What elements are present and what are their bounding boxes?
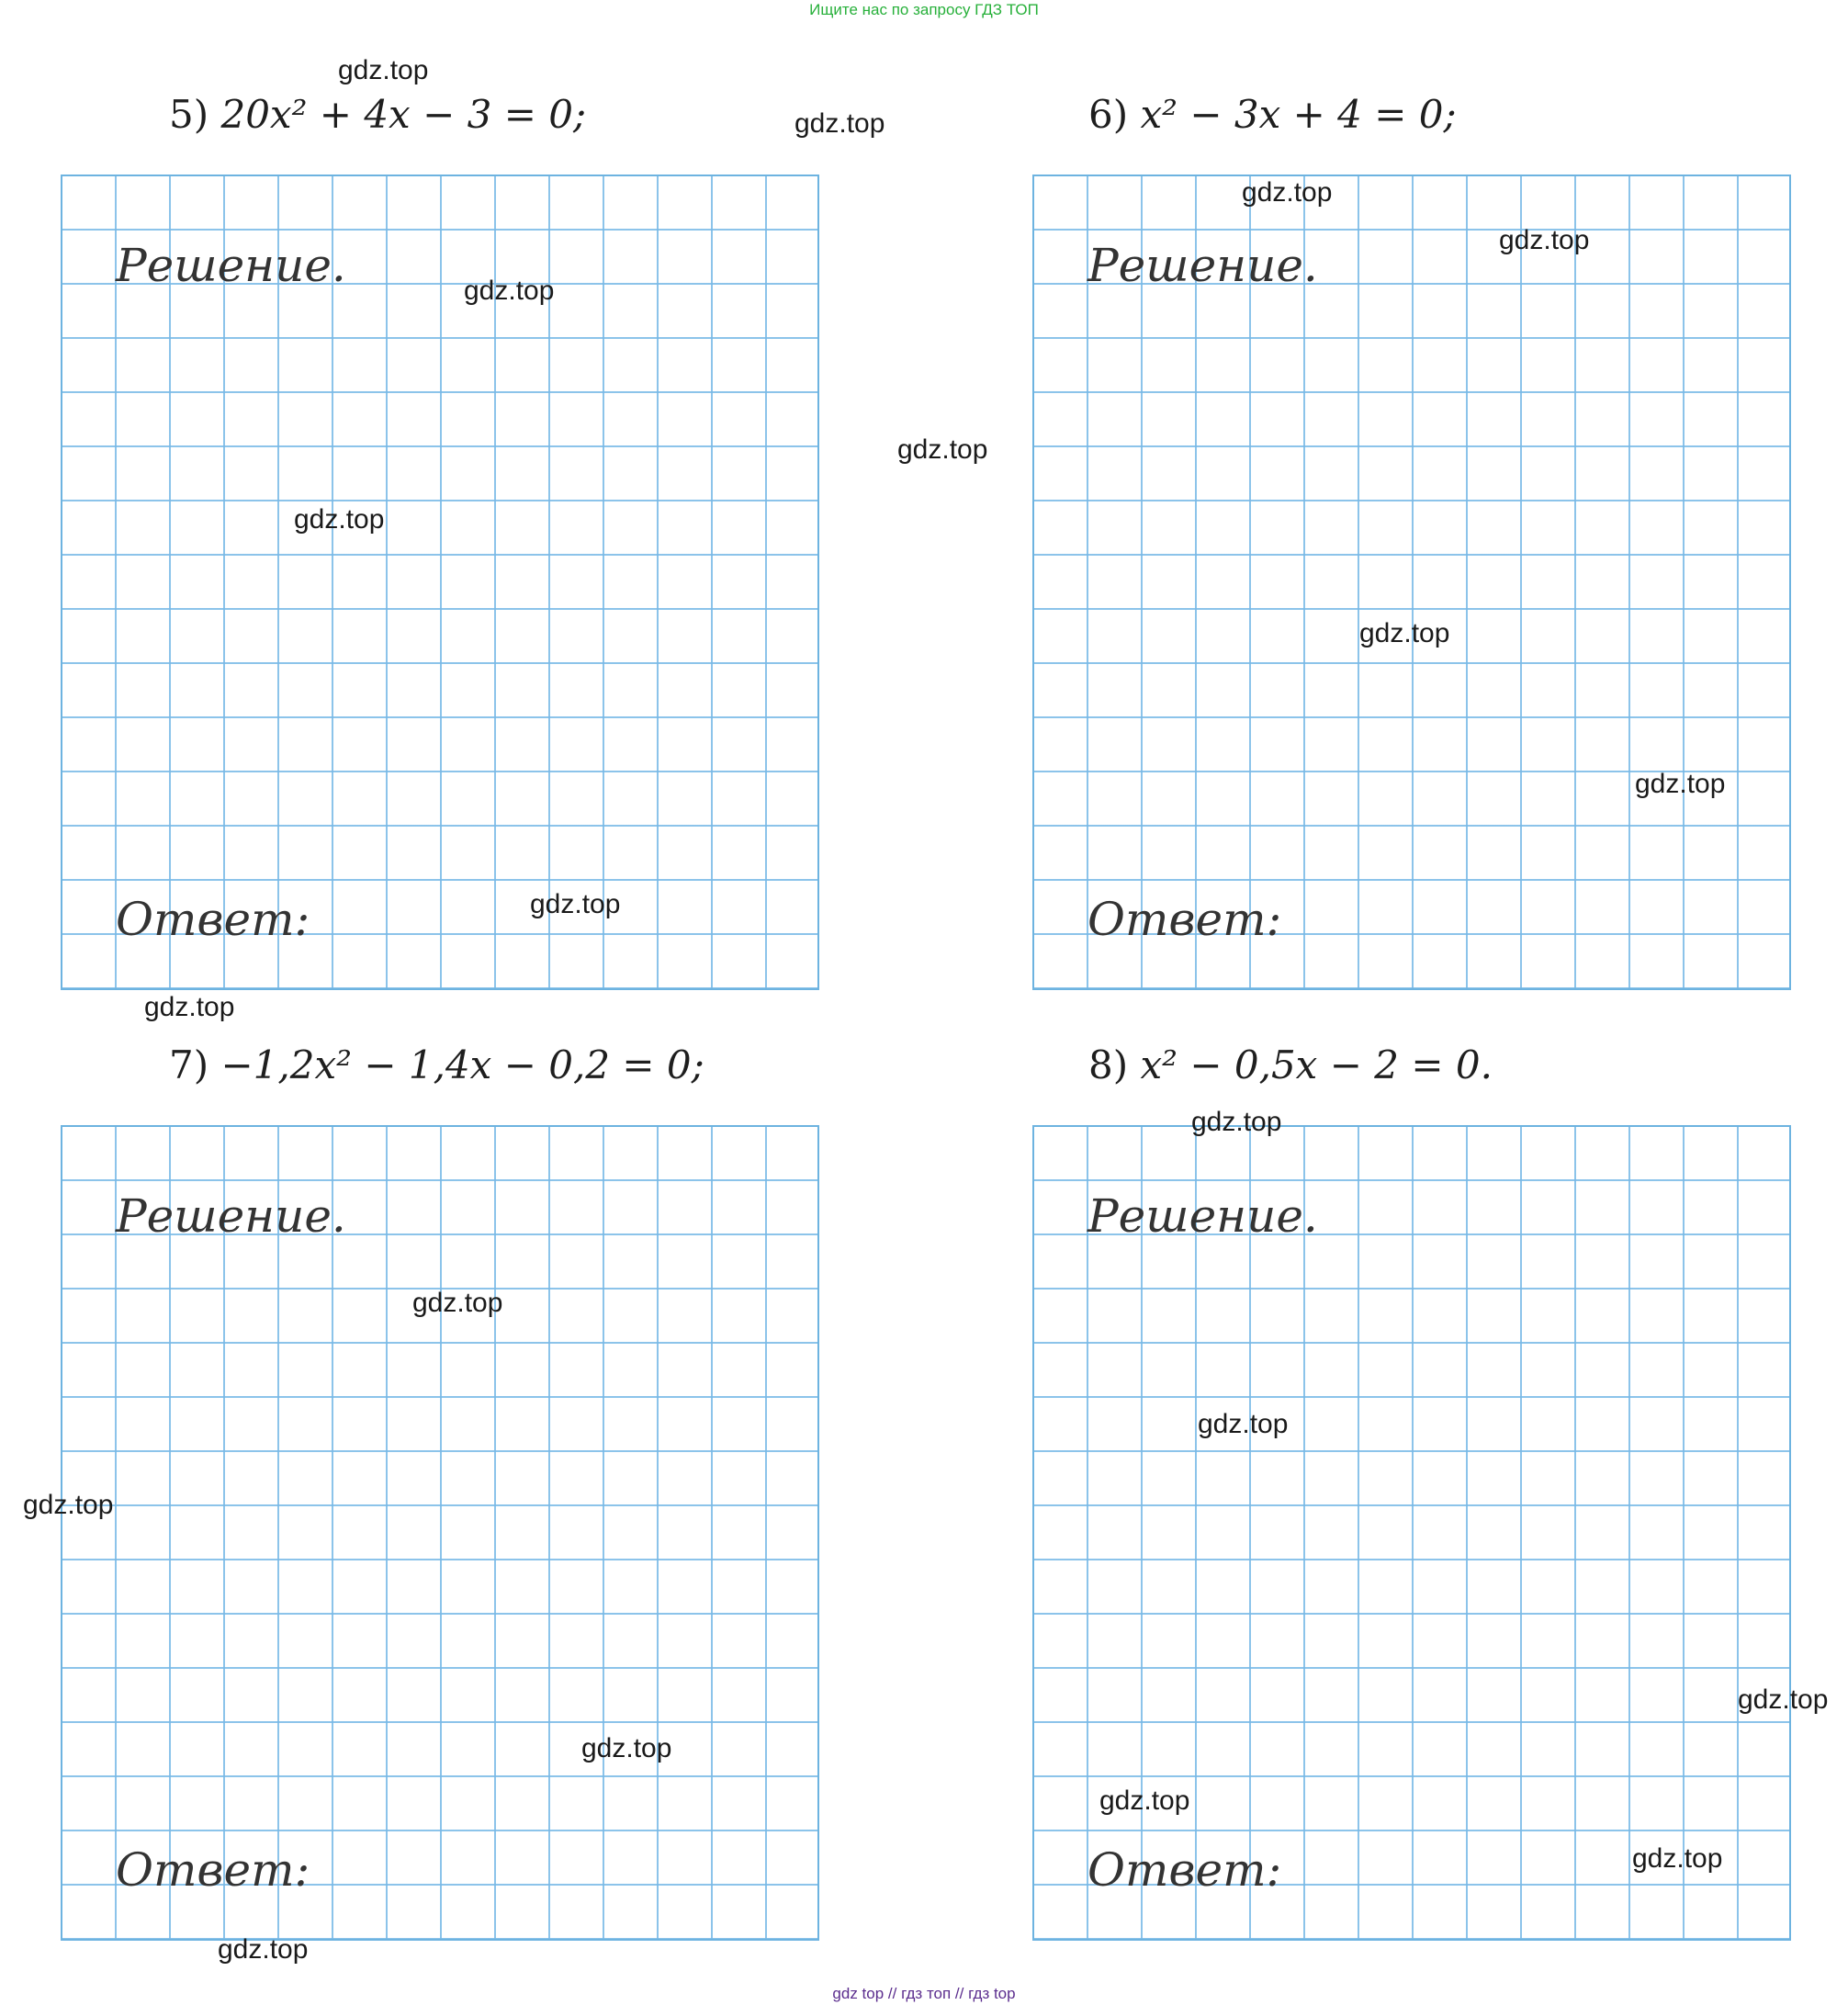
problem-equation: −1,2x² − 1,4x − 0,2 = 0; <box>220 1042 704 1087</box>
watermark: gdz.top <box>530 889 621 919</box>
solution-label: Решение. <box>1087 239 1318 292</box>
problem-equation: 20x² + 4x − 3 = 0; <box>220 92 587 137</box>
answer-grid-8[interactable] <box>1032 1125 1791 1941</box>
answer-grid-7[interactable] <box>61 1125 819 1941</box>
watermark: gdz.top <box>1738 1684 1829 1715</box>
answer-grid-6[interactable] <box>1032 175 1791 990</box>
watermark: gdz.top <box>144 992 235 1022</box>
problem-number: 6) <box>1088 92 1129 137</box>
watermark: gdz.top <box>1499 225 1590 255</box>
answer-label: Ответ: <box>116 893 310 946</box>
answer-label: Ответ: <box>1087 893 1282 946</box>
watermark: gdz.top <box>1191 1107 1282 1137</box>
problem-number: 7) <box>169 1042 209 1087</box>
watermark: gdz.top <box>897 434 988 465</box>
watermark: gdz.top <box>412 1288 503 1318</box>
answer-label: Ответ: <box>1087 1843 1282 1897</box>
watermark: gdz.top <box>294 504 385 535</box>
watermark: gdz.top <box>1198 1409 1289 1439</box>
problem-8-heading <box>1088 1042 1493 1087</box>
problem-5-heading <box>169 92 586 137</box>
answer-grid-5[interactable] <box>61 175 819 990</box>
watermark: gdz.top <box>794 108 885 139</box>
solution-label: Решение. <box>116 239 346 292</box>
solution-label: Решение. <box>1087 1189 1318 1243</box>
watermark: gdz.top <box>581 1733 672 1763</box>
problem-number: 8) <box>1088 1042 1129 1087</box>
solution-label: Решение. <box>116 1189 346 1243</box>
answer-label: Ответ: <box>116 1843 310 1897</box>
watermark: gdz.top <box>338 55 429 85</box>
watermark: gdz.top <box>464 276 555 306</box>
problem-equation: x² − 3x + 4 = 0; <box>1140 92 1457 137</box>
watermark: gdz.top <box>1635 769 1726 799</box>
bottom-banner[interactable]: gdz top // гдз топ // гдз top <box>832 1985 1016 2002</box>
top-banner[interactable]: Ищите нас по запросу ГДЗ ТОП <box>809 1 1039 18</box>
problem-6-heading <box>1088 92 1457 137</box>
watermark: gdz.top <box>23 1490 114 1520</box>
watermark: gdz.top <box>1099 1785 1190 1816</box>
problem-number: 5) <box>169 92 209 137</box>
watermark: gdz.top <box>1359 618 1450 648</box>
watermark: gdz.top <box>1242 177 1333 208</box>
problem-equation: x² − 0,5x − 2 = 0. <box>1140 1042 1493 1087</box>
problem-7-heading <box>169 1042 704 1087</box>
watermark: gdz.top <box>1632 1843 1723 1874</box>
watermark: gdz.top <box>218 1934 309 1965</box>
